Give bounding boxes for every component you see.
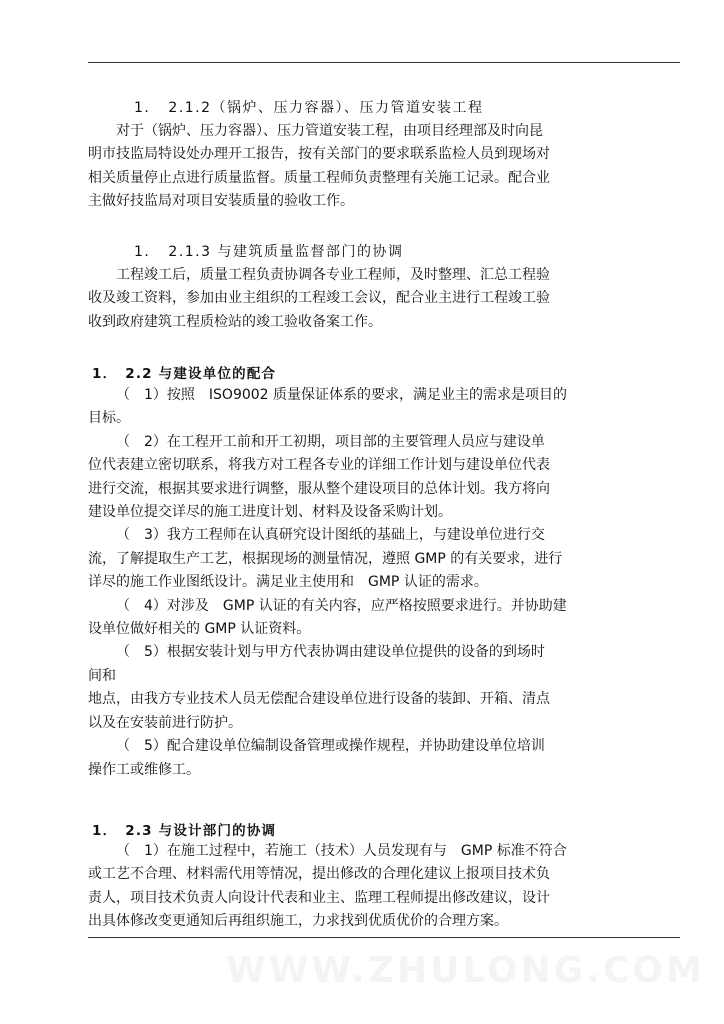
text-line: 建设单位提交详尽的施工进度计划、材料及设备采购计划。 (88, 504, 452, 521)
text-line: 位代表建立密切联系，将我方对工程各专业的详细工作计划与建设单位代表 (88, 457, 550, 474)
text-line: 收及竣工资料，参加由业主组织的工程竣工会议，配合业主进行工程竣工验 (88, 290, 550, 307)
text-line: 设单位做好相关的 GMP 认证资料。 (88, 621, 311, 638)
text-line: （ 3）我方工程师在认真研究设计图纸的基础上，与建设单位进行交 (116, 527, 545, 544)
header-rule (88, 62, 680, 63)
text-line: （ 2）在工程开工前和开工初期，项目部的主要管理人员应与建设单 (116, 433, 545, 450)
text-line: 目标。 (88, 410, 130, 427)
text-line: 间和 (88, 667, 116, 684)
section-heading-2-1-3: 1． 2.1.3 与建筑质量监督部门的协调 (134, 244, 404, 260)
text-line: （ 5）根据安装计划与甲方代表协调由建设单位提供的设备的到场时 (116, 644, 545, 661)
text-line: 工程竣工后，质量工程负责协调各专业工程师，及时整理、汇总工程验 (116, 267, 550, 283)
text-line: 或工艺不合理、材料需代用等情况，提出修改的合理化建议上报项目技术负 (88, 866, 550, 883)
text-line: 责人，项目技术负责人向设计代表和业主、监理工程师提出修改建议，设计 (88, 889, 550, 906)
text-line: 操作工或维修工。 (88, 761, 200, 778)
text-line: 进行交流，根据其要求进行调整，服从整个建设项目的总体计划。我方将向 (88, 480, 550, 497)
section-body-2-2 (88, 384, 643, 782)
section-heading-2-2: 1． 2.2 与建设单位的配合 (92, 366, 277, 382)
text-line: 相关质量停止点进行质量监督。质量工程师负责整理有关施工记录。配合业 (88, 169, 550, 186)
text-line: 对于（锅炉、压力容器）、压力管道安装工程，由项目经理部及时向昆 (116, 123, 543, 139)
text-line: （ 5）配合建设单位编制设备管理或操作规程，并协助建设单位培训 (116, 738, 545, 755)
text-line: 地点，由我方专业技术人员无偿配合建设单位进行设备的装卸、开箱、清点 (88, 691, 550, 708)
watermark: WWW.ZHULONG.COM (226, 950, 705, 991)
footer-rule (88, 937, 680, 938)
text-line: 以及在安装前进行防护。 (88, 714, 242, 731)
section-heading-2-1-2: 1． 2.1.2（锅炉、压力容器）、压力管道安装工程 (134, 100, 484, 116)
section-body-2-1-2 (88, 120, 643, 214)
text-line: 收到政府建筑工程质检站的竣工验收备案工作。 (88, 313, 382, 330)
text-line: （ 1）按照 ISO9002 质量保证体系的要求，满足业主的需求是项目的 (116, 387, 568, 403)
text-line: 详尽的施工作业图纸设计。满足业主使用和 GMP 认证的需求。 (88, 574, 488, 591)
section-body-2-3 (88, 840, 643, 934)
text-line: 主做好技监局对项目安装质量的验收工作。 (88, 193, 354, 210)
section-body-2-1-3 (88, 264, 643, 334)
text-line: 出具体修改变更通知后再组织施工，力求找到优质优价的合理方案。 (88, 913, 508, 930)
text-line: （ 4）对涉及 GMP 认证的有关内容，应严格按照要求进行。并协助建 (116, 597, 567, 614)
text-line: （ 1）在施工过程中，若施工（技术）人员发现有与 GMP 标准不符合 (116, 843, 567, 859)
text-line: 明市技监局特设处办理开工报告，按有关部门的要求联系监检人员到现场对 (88, 146, 550, 163)
section-heading-2-3: 1． 2.3 与设计部门的协调 (92, 823, 277, 839)
text-line: 流，了解提取生产工艺，根据现场的测量情况，遵照 GMP 的有关要求，进行 (88, 550, 563, 567)
